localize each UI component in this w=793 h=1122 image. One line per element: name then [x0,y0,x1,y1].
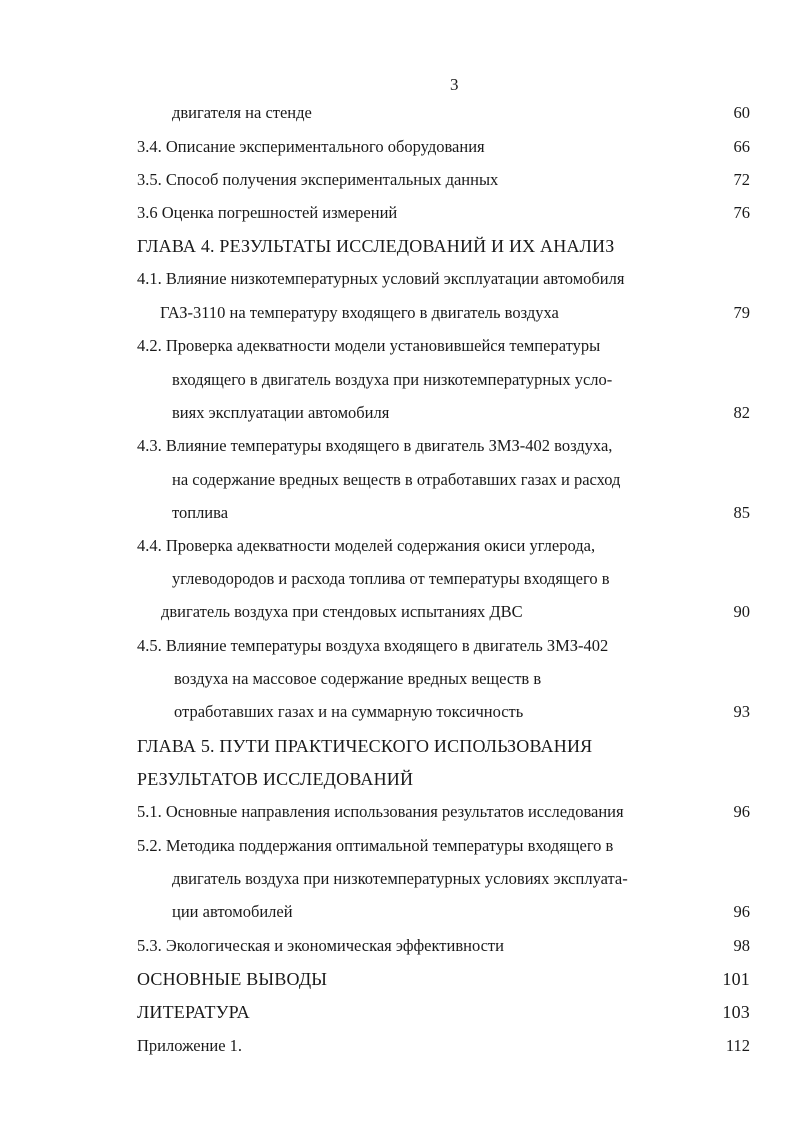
toc-text: двигатель воздуха при низкотемпературных условиях эксплуата- [172,869,628,888]
toc-text: виях эксплуатации автомобиля [172,403,390,422]
toc-line [0,797,793,827]
toc-text: воздуха на массовое содержание вредных веществ в [174,669,542,688]
toc-text: ОСНОВНЫЕ ВЫВОДЫ [137,969,328,989]
toc-line [0,697,793,727]
toc-text: ГЛАВА 4. РЕЗУЛЬТАТЫ ИССЛЕДОВАНИЙ И ИХ АНАЛИЗ [137,236,615,256]
toc-line [0,298,793,328]
toc-text: 4.4. Проверка адекватности моделей содержания окиси углерода, [137,536,596,555]
toc-text: отработавших газах и на суммарную токсичность [174,702,524,721]
appendix-line [0,1031,793,1061]
toc-line [0,132,793,162]
toc-line [0,864,793,894]
toc-line [0,897,793,927]
toc-text: Приложение 1. [137,1036,243,1055]
toc-page: 101 [722,969,750,989]
toc-page: 76 [733,203,750,222]
toc-text: ЛИТЕРАТУРА [137,1002,250,1022]
toc-text: 4.2. Проверка адекватности модели установившейся температуры [137,336,601,355]
toc-line [0,198,793,228]
toc-page: 112 [725,1036,750,1055]
toc-line [0,631,793,661]
toc-text: ции автомобилей [172,902,293,921]
toc-page: 98 [733,936,750,955]
toc-text: 3.6 Оценка погрешностей измерений [137,203,398,222]
toc-page: 79 [733,303,750,322]
toc-page: 103 [722,1002,750,1022]
toc-line [0,931,793,961]
toc-line [0,531,793,561]
toc-page: 85 [733,503,750,522]
toc-text: 3.5. Способ получения экспериментальных данных [137,170,499,189]
toc-page: 82 [733,403,750,422]
toc-line [0,398,793,428]
toc-text: 4.3. Влияние температуры входящего в двигатель ЗМЗ-402 воздуха, [137,436,613,455]
toc-line [0,165,793,195]
toc-line [0,264,793,294]
toc-text: 5.1. Основные направления использования результатов исследования [137,802,624,821]
toc-page: 96 [733,802,750,821]
toc-text: 4.5. Влияние температуры воздуха входящего в двигатель ЗМЗ-402 [137,636,609,655]
toc-line [0,498,793,528]
chapter-heading [0,764,793,794]
page-number: 3 [450,75,459,94]
toc-line [0,331,793,361]
toc-text: углеводородов и расхода топлива от температуры входящего в [172,569,610,588]
toc-page: 60 [733,103,750,122]
chapter-heading [0,731,793,761]
toc-line [0,365,793,395]
conclusions-heading [0,964,793,994]
toc-line [0,831,793,861]
toc-line [0,431,793,461]
toc-text: 4.1. Влияние низкотемпературных условий эксплуатации автомобиля [137,269,625,288]
toc-page: 66 [733,137,750,156]
toc-text: ГАЗ-3110 на температуру входящего в двигатель воздуха [160,303,559,322]
toc-text: на содержание вредных веществ в отработавших газах и расход [172,470,621,489]
toc-page: 93 [733,702,750,721]
toc-line [0,98,793,128]
toc-line [0,465,793,495]
literature-heading [0,997,793,1027]
toc-text: 5.3. Экологическая и экономическая эффективности [137,936,504,955]
toc-line [0,564,793,594]
toc-page: 96 [733,902,750,921]
toc-text: РЕЗУЛЬТАТОВ ИССЛЕДОВАНИЙ [137,769,414,789]
toc-text: 5.2. Методика поддержания оптимальной температуры входящего в [137,836,614,855]
toc-text: топлива [172,503,229,522]
toc-text: ГЛАВА 5. ПУТИ ПРАКТИЧЕСКОГО ИСПОЛЬЗОВАНИЯ [137,736,593,756]
chapter-heading [0,231,793,261]
toc-page: 90 [733,602,750,621]
toc-line [0,597,793,627]
toc-text: 3.4. Описание экспериментального оборудования [137,137,485,156]
toc-page: 72 [733,170,750,189]
toc-line [0,664,793,694]
toc-text: двигателя на стенде [172,103,312,122]
toc-text: двигатель воздуха при стендовых испытаниях ДВС [161,602,523,621]
toc-text: входящего в двигатель воздуха при низкотемпературных усло- [172,370,613,389]
